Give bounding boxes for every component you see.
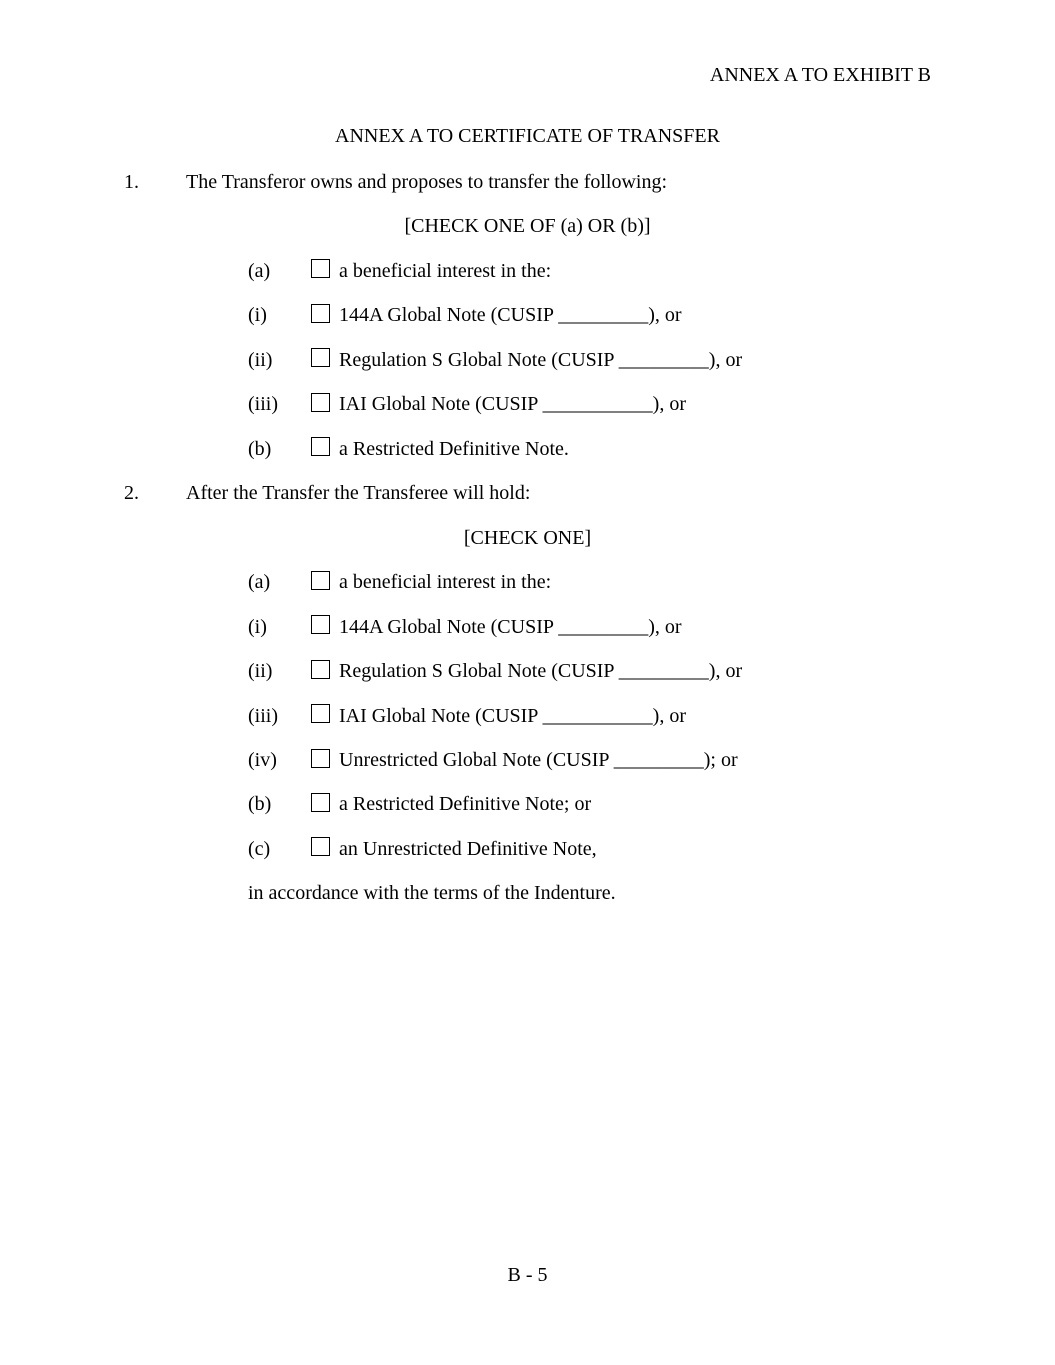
s2-item-b-label: (b) <box>248 793 272 815</box>
section-2-closing: in accordance with the terms of the Indenture. <box>248 882 616 904</box>
s1-item-a-text: a beneficial interest in the: <box>339 260 552 282</box>
s2-item-c-checkbox[interactable] <box>311 837 330 856</box>
s2-item-ii-text: Regulation S Global Note (CUSIP _________), or <box>339 660 743 682</box>
s1-item-i-text: 144A Global Note (CUSIP _________), or <box>339 304 682 326</box>
section-2-number: 2. <box>124 482 139 504</box>
section-1-instruction: [CHECK ONE OF (a) OR (b)] <box>404 215 651 237</box>
s1-item-ii-label: (ii) <box>248 349 273 371</box>
s2-item-i-label: (i) <box>248 616 267 638</box>
s1-item-i-checkbox[interactable] <box>311 304 330 323</box>
s2-item-i-text: 144A Global Note (CUSIP _________), or <box>339 616 682 638</box>
page-number: B - 5 <box>507 1264 548 1286</box>
s1-item-a-checkbox[interactable] <box>311 259 330 278</box>
s1-item-iii-checkbox[interactable] <box>311 393 330 412</box>
s1-item-b-text: a Restricted Definitive Note. <box>339 438 569 460</box>
page-title: ANNEX A TO CERTIFICATE OF TRANSFER <box>335 125 720 147</box>
section-2-instruction: [CHECK ONE] <box>463 527 592 549</box>
s2-item-iv-label: (iv) <box>248 749 277 771</box>
s1-item-a-label: (a) <box>248 260 271 282</box>
s1-item-iii-text: IAI Global Note (CUSIP ___________), or <box>339 393 687 415</box>
s2-item-ii-checkbox[interactable] <box>311 660 330 679</box>
s1-item-ii-text: Regulation S Global Note (CUSIP _________), or <box>339 349 743 371</box>
section-2-text: After the Transfer the Transferee will hold: <box>186 482 531 504</box>
section-1-text: The Transferor owns and proposes to transfer the following: <box>186 171 668 193</box>
s2-item-c-text: an Unrestricted Definitive Note, <box>339 838 597 860</box>
s1-item-ii-checkbox[interactable] <box>311 348 330 367</box>
s2-item-b-text: a Restricted Definitive Note; or <box>339 793 592 815</box>
s1-item-iii-label: (iii) <box>248 393 278 415</box>
s2-item-a-label: (a) <box>248 571 271 593</box>
s2-item-c-label: (c) <box>248 838 271 860</box>
s2-item-iii-text: IAI Global Note (CUSIP ___________), or <box>339 705 687 727</box>
s2-item-a-checkbox[interactable] <box>311 571 330 590</box>
s1-item-b-checkbox[interactable] <box>311 437 330 456</box>
s2-item-i-checkbox[interactable] <box>311 615 330 634</box>
s2-item-iv-checkbox[interactable] <box>311 749 330 768</box>
s2-item-b-checkbox[interactable] <box>311 793 330 812</box>
s2-item-a-text: a beneficial interest in the: <box>339 571 552 593</box>
annex-header: ANNEX A TO EXHIBIT B <box>709 64 931 86</box>
section-1-number: 1. <box>124 171 139 193</box>
s2-item-iii-label: (iii) <box>248 705 278 727</box>
s2-item-iii-checkbox[interactable] <box>311 704 330 723</box>
s1-item-i-label: (i) <box>248 304 267 326</box>
s1-item-b-label: (b) <box>248 438 272 460</box>
s2-item-ii-label: (ii) <box>248 660 273 682</box>
s2-item-iv-text: Unrestricted Global Note (CUSIP _________); or <box>339 749 738 771</box>
